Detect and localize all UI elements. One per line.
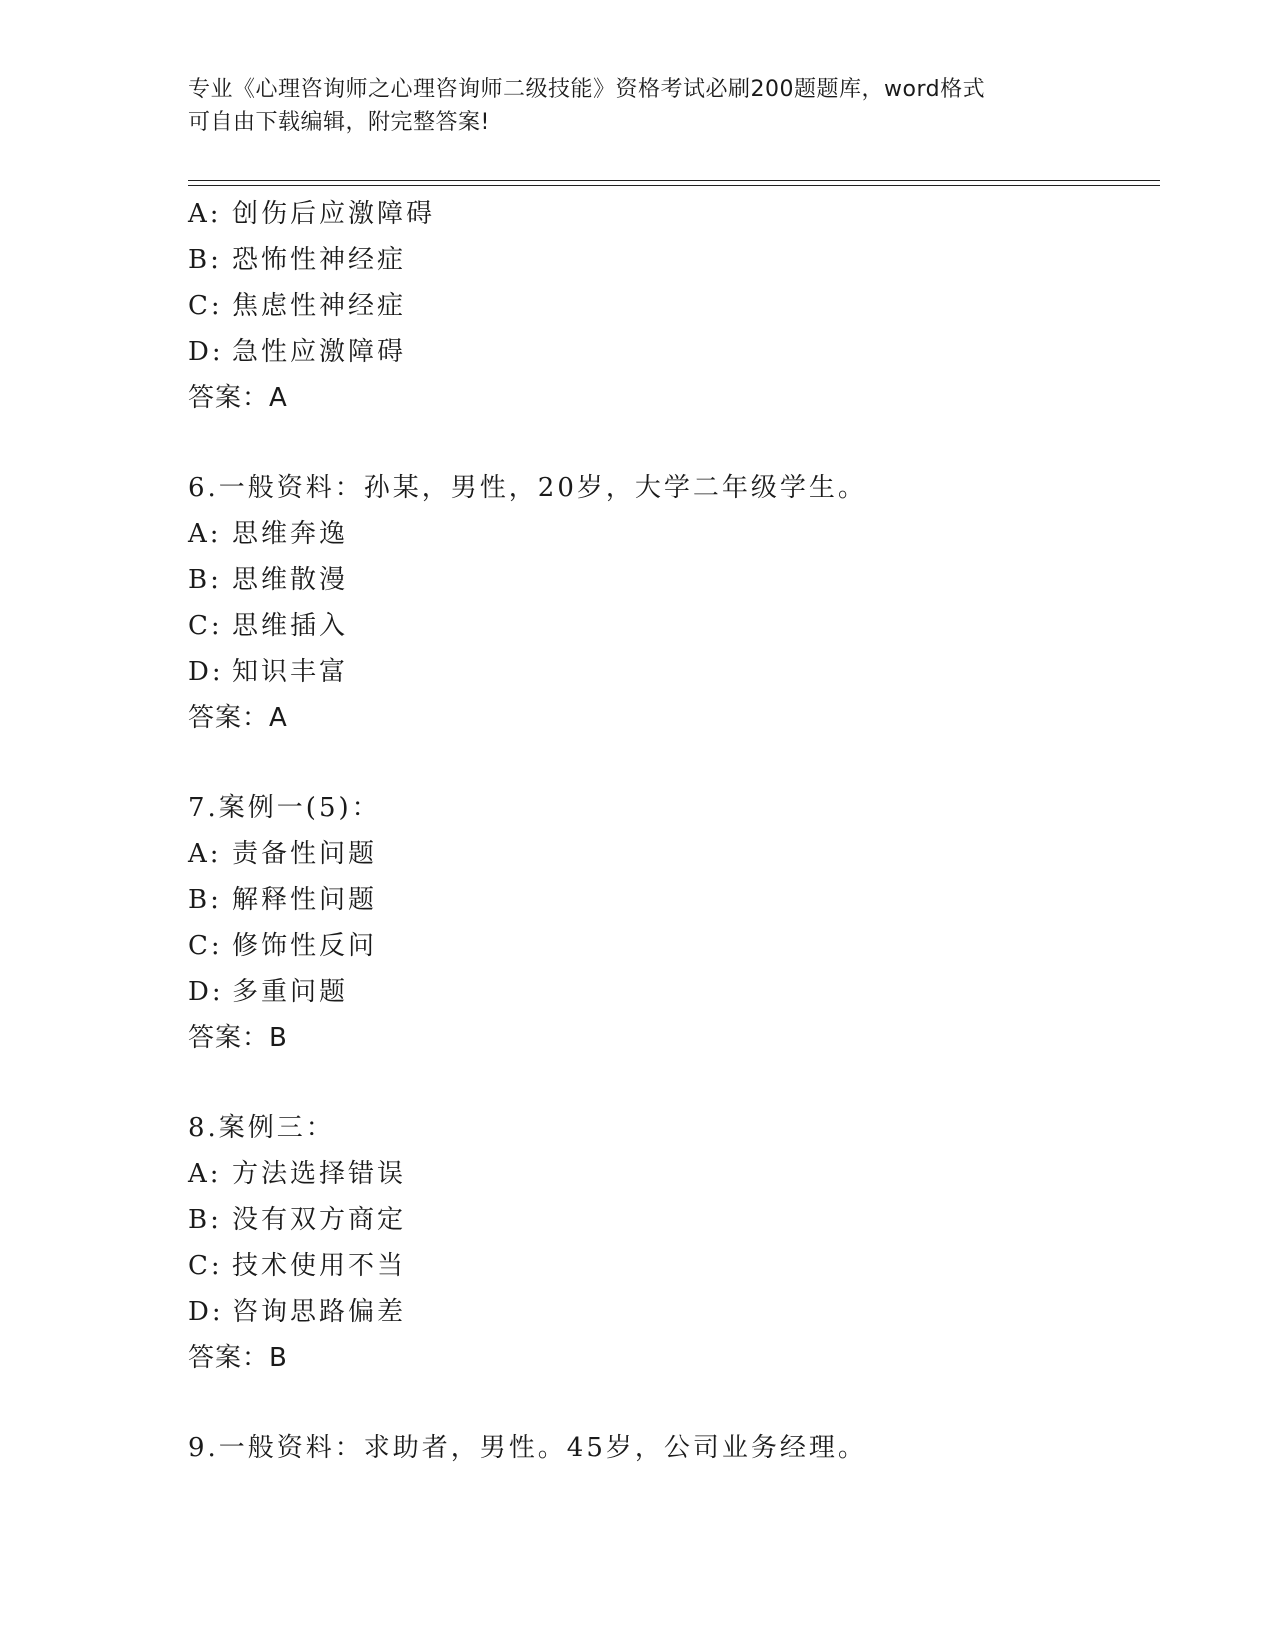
option-letter: D: bbox=[188, 337, 224, 367]
option-letter: D: bbox=[188, 977, 224, 1007]
option-letter: A: bbox=[188, 199, 222, 229]
option-letter: A: bbox=[188, 839, 222, 869]
option-d bbox=[188, 969, 1158, 1015]
option-a bbox=[188, 191, 1158, 237]
option-letter: A: bbox=[188, 519, 222, 549]
question-block bbox=[188, 785, 1158, 1061]
option-text: 思维奔逸 bbox=[232, 519, 349, 549]
option-text: 急性应激障碍 bbox=[232, 337, 407, 367]
block-spacer bbox=[188, 1061, 1158, 1105]
option-text: 咨询思路偏差 bbox=[232, 1297, 407, 1327]
question-stem: 9.一般资料：求助者，男性。45岁，公司业务经理。 bbox=[188, 1433, 867, 1463]
option-text: 责备性问题 bbox=[232, 839, 378, 869]
option-letter: A: bbox=[188, 1159, 222, 1189]
question-block bbox=[188, 191, 1158, 421]
option-letter: C: bbox=[188, 931, 223, 961]
option-b bbox=[188, 1197, 1158, 1243]
option-text: 思维散漫 bbox=[232, 565, 349, 595]
question-list bbox=[188, 191, 1158, 1471]
question-stem: 7.案例一(5)： bbox=[188, 793, 381, 823]
option-text: 恐怖性神经症 bbox=[232, 245, 407, 275]
option-letter: C: bbox=[188, 1251, 223, 1281]
answer-line: 答案：B bbox=[188, 1023, 288, 1053]
option-c bbox=[188, 283, 1158, 329]
document-header bbox=[188, 73, 1068, 139]
answer-line: 答案：B bbox=[188, 1343, 288, 1373]
option-text: 方法选择错误 bbox=[232, 1159, 407, 1189]
option-letter: B: bbox=[188, 885, 222, 915]
option-text: 知识丰富 bbox=[232, 657, 349, 687]
option-letter: B: bbox=[188, 565, 222, 595]
option-text: 创伤后应激障碍 bbox=[232, 199, 436, 229]
option-letter: B: bbox=[188, 245, 222, 275]
block-spacer bbox=[188, 741, 1158, 785]
block-spacer bbox=[188, 421, 1158, 465]
option-b bbox=[188, 877, 1158, 923]
question-block bbox=[188, 465, 1158, 741]
option-text: 技术使用不当 bbox=[232, 1251, 407, 1281]
option-c bbox=[188, 1243, 1158, 1289]
option-letter: D: bbox=[188, 1297, 224, 1327]
option-b bbox=[188, 557, 1158, 603]
option-c bbox=[188, 603, 1158, 649]
option-text: 思维插入 bbox=[232, 611, 349, 641]
option-a bbox=[188, 831, 1158, 877]
option-letter: C: bbox=[188, 291, 223, 321]
question-stem: 8.案例三： bbox=[188, 1113, 335, 1143]
option-text: 修饰性反问 bbox=[232, 931, 378, 961]
option-a bbox=[188, 1151, 1158, 1197]
question-block bbox=[188, 1105, 1158, 1381]
option-text: 焦虑性神经症 bbox=[232, 291, 407, 321]
option-text: 没有双方商定 bbox=[232, 1205, 407, 1235]
option-d bbox=[188, 329, 1158, 375]
header-divider-bottom bbox=[188, 185, 1160, 186]
option-d bbox=[188, 649, 1158, 695]
option-letter: B: bbox=[188, 1205, 222, 1235]
option-text: 多重问题 bbox=[232, 977, 349, 1007]
option-letter: C: bbox=[188, 611, 223, 641]
answer-line: 答案：A bbox=[188, 383, 288, 413]
block-spacer bbox=[188, 1381, 1158, 1425]
option-b bbox=[188, 237, 1158, 283]
header-line-2: 可自由下载编辑，附完整答案! bbox=[188, 110, 490, 135]
header-line-1: 专业《心理咨询师之心理咨询师二级技能》资格考试必刷200题题库，word格式 bbox=[188, 77, 986, 102]
header-divider-top bbox=[188, 180, 1160, 181]
option-d bbox=[188, 1289, 1158, 1335]
option-a bbox=[188, 511, 1158, 557]
question-stem: 6.一般资料：孙某，男性，20岁，大学二年级学生。 bbox=[188, 473, 867, 503]
option-c bbox=[188, 923, 1158, 969]
option-text: 解释性问题 bbox=[232, 885, 378, 915]
answer-line: 答案：A bbox=[188, 703, 288, 733]
question-block bbox=[188, 1425, 1158, 1471]
option-letter: D: bbox=[188, 657, 224, 687]
